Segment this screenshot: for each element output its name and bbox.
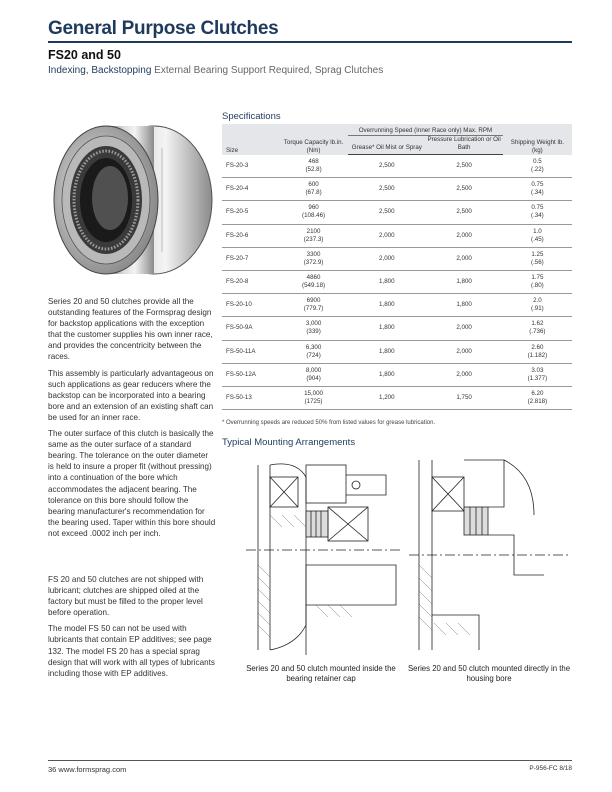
spec-cell-size: [222, 178, 279, 201]
body-text-block-2: [48, 574, 216, 684]
spec-value: (372.9): [303, 258, 324, 266]
spec-value: 2,000: [456, 370, 472, 378]
spec-cell-pressure: [425, 386, 502, 409]
spec-value: FS-20-4: [226, 185, 249, 193]
spec-value: 15,000: [304, 389, 324, 397]
spec-cell-torque: [279, 340, 348, 363]
spec-row: [222, 386, 572, 409]
spec-row: [222, 178, 572, 201]
spec-value: FS-20-10: [226, 301, 252, 309]
footer-doc-code: P-956-FC 8/18: [529, 765, 572, 772]
spec-value: (237.3): [303, 235, 324, 243]
spec-cell-torque: [279, 317, 348, 340]
spec-value: FS-20-8: [226, 278, 249, 286]
spec-cell-pressure: [425, 270, 502, 293]
spec-value: FS-20-6: [226, 231, 249, 239]
spec-value: FS-50-11A: [226, 347, 256, 355]
spec-value: FS-20-3: [226, 161, 249, 169]
spec-value: 8,000: [305, 366, 322, 374]
specifications-table-body: [222, 155, 572, 410]
footer-rule: [48, 760, 572, 761]
spec-value: 1,800: [379, 278, 395, 286]
spec-value: (2.818): [527, 397, 548, 405]
spec-value: 1,800: [456, 278, 472, 286]
spec-cell-size: [222, 224, 279, 247]
spec-value: FS-50-13: [226, 393, 252, 401]
col-pressure: Pressure Lubrication or Oil Bath: [425, 136, 502, 155]
spec-cell-weight: [503, 224, 572, 247]
spec-row: [222, 247, 572, 270]
spec-cell-size: [222, 363, 279, 386]
spec-row: [222, 224, 572, 247]
spec-value: 1,800: [379, 370, 395, 378]
spec-value: 2.60: [531, 343, 544, 351]
spec-value: (.34): [531, 212, 544, 220]
body-text-block-1: [48, 296, 216, 544]
spec-row: [222, 363, 572, 386]
col-weight: Shipping Weight lb. (kg): [503, 124, 572, 155]
spec-value: 6900: [306, 297, 321, 305]
spec-cell-size: [222, 270, 279, 293]
spec-cell-torque: [279, 363, 348, 386]
spec-value: 2,500: [379, 185, 395, 193]
spec-value: 1.0: [533, 227, 542, 235]
spec-value: 6,300: [305, 343, 322, 351]
spec-cell-grease: [348, 317, 425, 340]
spec-cell-grease: [348, 247, 425, 270]
col-overrun-group: Overrunning Speed (Inner Race only) Max. RPM: [348, 124, 503, 136]
spec-value: 1,750: [456, 393, 472, 401]
spec-value: 0.75: [531, 181, 544, 189]
spec-cell-pressure: [425, 317, 502, 340]
spec-value: FS-20-7: [226, 254, 249, 262]
spec-cell-pressure: [425, 294, 502, 317]
spec-value: (.22): [531, 165, 544, 173]
spec-cell-size: [222, 155, 279, 178]
spec-value: (904): [306, 374, 321, 382]
spec-cell-grease: [348, 201, 425, 224]
spec-value: 2,000: [456, 254, 472, 262]
spec-value: 2,500: [379, 162, 395, 170]
spec-cell-size: [222, 294, 279, 317]
spec-cell-torque: [279, 224, 348, 247]
spec-value: 1,800: [379, 347, 395, 355]
spec-value: 3300: [306, 250, 321, 258]
spec-value: (549.18): [302, 282, 326, 290]
spec-value: (.80): [531, 282, 544, 290]
spec-cell-size: [222, 201, 279, 224]
model-heading: FS20 and 50: [48, 48, 121, 62]
spec-cell-pressure: [425, 340, 502, 363]
spec-value: 2,000: [379, 254, 395, 262]
spec-value: 6.20: [531, 389, 544, 397]
spec-value: (779.7): [303, 305, 324, 313]
spec-cell-torque: [279, 201, 348, 224]
spec-value: 3.03: [531, 366, 544, 374]
spec-cell-torque: [279, 386, 348, 409]
spec-cell-grease: [348, 224, 425, 247]
spec-value: (339): [306, 328, 321, 336]
spec-value: 2100: [306, 227, 321, 235]
spec-row: [222, 270, 572, 293]
spec-value: 2,500: [456, 185, 472, 193]
mounting-drawing-retainer-cap: [236, 455, 406, 660]
spec-value: 2,500: [379, 208, 395, 216]
body-paragraph: The outer surface of this clutch is basically the same as the outer surface of a standard bearing. The tolerance on the outer diameter is held to insure a proper fit (without pressing) into a continuation of the bore which accommodates the adjacent bearing. The tolerance on this bore should follow the bearing manufacturer's recommendation for the bearing used. Taper within this bore should not exceed .0002 inch per inch.: [48, 429, 216, 538]
spec-cell-weight: [503, 201, 572, 224]
clutch-product-photo: [44, 108, 220, 286]
spec-cell-pressure: [425, 363, 502, 386]
spec-cell-grease: [348, 340, 425, 363]
col-size: Size: [222, 124, 279, 155]
spec-footnote: * Overrunning speeds are reduced 50% from listed values for grease lubrication.: [222, 420, 436, 426]
spec-cell-size: [222, 386, 279, 409]
spec-cell-weight: [503, 155, 572, 178]
spec-value: 2,000: [379, 231, 395, 239]
spec-row: [222, 317, 572, 340]
spec-cell-weight: [503, 247, 572, 270]
spec-value: 3,000: [305, 320, 322, 328]
spec-cell-weight: [503, 270, 572, 293]
mounting-heading: Typical Mounting Arrangements: [222, 437, 356, 448]
spec-cell-pressure: [425, 224, 502, 247]
spec-value: (1725): [304, 397, 323, 405]
col-grease: Grease* Oil Mist or Spray: [348, 136, 425, 155]
page-title: General Purpose Clutches: [48, 18, 279, 39]
spec-row: [222, 201, 572, 224]
spec-cell-weight: [503, 178, 572, 201]
spec-cell-size: [222, 340, 279, 363]
body-paragraph: Series 20 and 50 clutches provide all the outstanding features of the Formsprag design for backstop applications with the exception that the customer supplies his own inner race, and provides the concentricity between the races.: [48, 297, 213, 362]
spec-cell-pressure: [425, 247, 502, 270]
spec-cell-pressure: [425, 155, 502, 178]
spec-value: 2,000: [456, 231, 472, 239]
spec-value: (67.8): [305, 189, 322, 197]
spec-cell-grease: [348, 294, 425, 317]
mounting-drawing-housing-bore: [404, 455, 574, 660]
spec-value: (52.8): [305, 165, 322, 173]
spec-value: 4860: [306, 274, 321, 282]
spec-cell-weight: [503, 386, 572, 409]
spec-row: [222, 340, 572, 363]
spec-cell-grease: [348, 155, 425, 178]
specifications-table: [222, 124, 572, 410]
spec-row: [222, 155, 572, 178]
spec-cell-size: [222, 317, 279, 340]
spec-cell-grease: [348, 270, 425, 293]
spec-value: 468: [308, 157, 319, 165]
footer-page-url: 36 www.formsprag.com: [48, 765, 127, 774]
spec-cell-grease: [348, 363, 425, 386]
spec-value: 0.5: [533, 157, 542, 165]
mounting-caption-1: Series 20 and 50 clutch mounted inside the bearing retainer cap: [246, 664, 396, 683]
spec-cell-weight: [503, 363, 572, 386]
model-subtitle: [48, 65, 383, 76]
spec-value: 1,200: [379, 393, 395, 401]
spec-value: (1.182): [527, 351, 548, 359]
spec-cell-weight: [503, 317, 572, 340]
spec-value: 2.0: [533, 297, 542, 305]
specifications-heading: Specifications: [222, 111, 281, 122]
spec-cell-grease: [348, 178, 425, 201]
spec-cell-weight: [503, 294, 572, 317]
mounting-caption-2: Series 20 and 50 clutch mounted directly in the housing bore: [407, 664, 571, 683]
spec-value: (.56): [531, 258, 544, 266]
spec-value: 1.62: [531, 320, 544, 328]
spec-value: (.45): [531, 235, 544, 243]
spec-value: 2,500: [456, 162, 472, 170]
spec-value: 0.75: [531, 204, 544, 212]
spec-value: FS-50-9A: [226, 324, 253, 332]
spec-cell-torque: [279, 247, 348, 270]
subtitle-emphasis: Indexing, Backstopping: [48, 65, 152, 76]
spec-value: 1,800: [456, 301, 472, 309]
spec-value: 2,000: [456, 324, 472, 332]
col-torque: Torque Capacity lb.in. (Nm): [279, 124, 348, 155]
spec-cell-pressure: [425, 201, 502, 224]
spec-value: 600: [308, 181, 319, 189]
spec-value: (.91): [531, 305, 544, 313]
spec-value: FS-20-5: [226, 208, 249, 216]
body-paragraph: FS 20 and 50 clutches are not shipped with lubricant; clutches are shipped oiled at the factory but must be filled to the proper level before operation.: [48, 575, 204, 618]
subtitle-rest: External Bearing Support Required, Sprag Clutches: [151, 65, 384, 76]
spec-value: FS-50-12A: [226, 370, 256, 378]
spec-value: 2,500: [456, 208, 472, 216]
spec-value: 2,000: [456, 347, 472, 355]
spec-cell-torque: [279, 178, 348, 201]
spec-cell-weight: [503, 340, 572, 363]
spec-cell-torque: [279, 155, 348, 178]
spec-value: 1.25: [531, 250, 544, 258]
spec-value: (1.377): [527, 374, 548, 382]
spec-value: (108.46): [302, 212, 326, 220]
spec-cell-pressure: [425, 178, 502, 201]
spec-row: [222, 294, 572, 317]
spec-value: (.736): [529, 328, 546, 336]
spec-cell-torque: [279, 294, 348, 317]
body-paragraph: The model FS 50 can not be used with lubricants that contain EP additives; see page 132. The model FS 20 has a special sprag design that will work with all types of lubricants including those with EP additives.: [48, 624, 215, 678]
spec-cell-torque: [279, 270, 348, 293]
spec-cell-size: [222, 247, 279, 270]
spec-value: 1,800: [379, 324, 395, 332]
header-rule: [48, 41, 572, 43]
body-paragraph: This assembly is particularly advantageous on such applications as gear reducers where the backstop can be incorporated into a bearing bore and an extension of an existing shaft can be used for an inner race.: [48, 368, 214, 422]
spec-cell-grease: [348, 386, 425, 409]
spec-value: 1,800: [379, 301, 395, 309]
spec-value: (.34): [531, 189, 544, 197]
spec-value: 960: [308, 204, 319, 212]
spec-value: (724): [306, 351, 321, 359]
spec-value: 1.75: [531, 274, 544, 282]
